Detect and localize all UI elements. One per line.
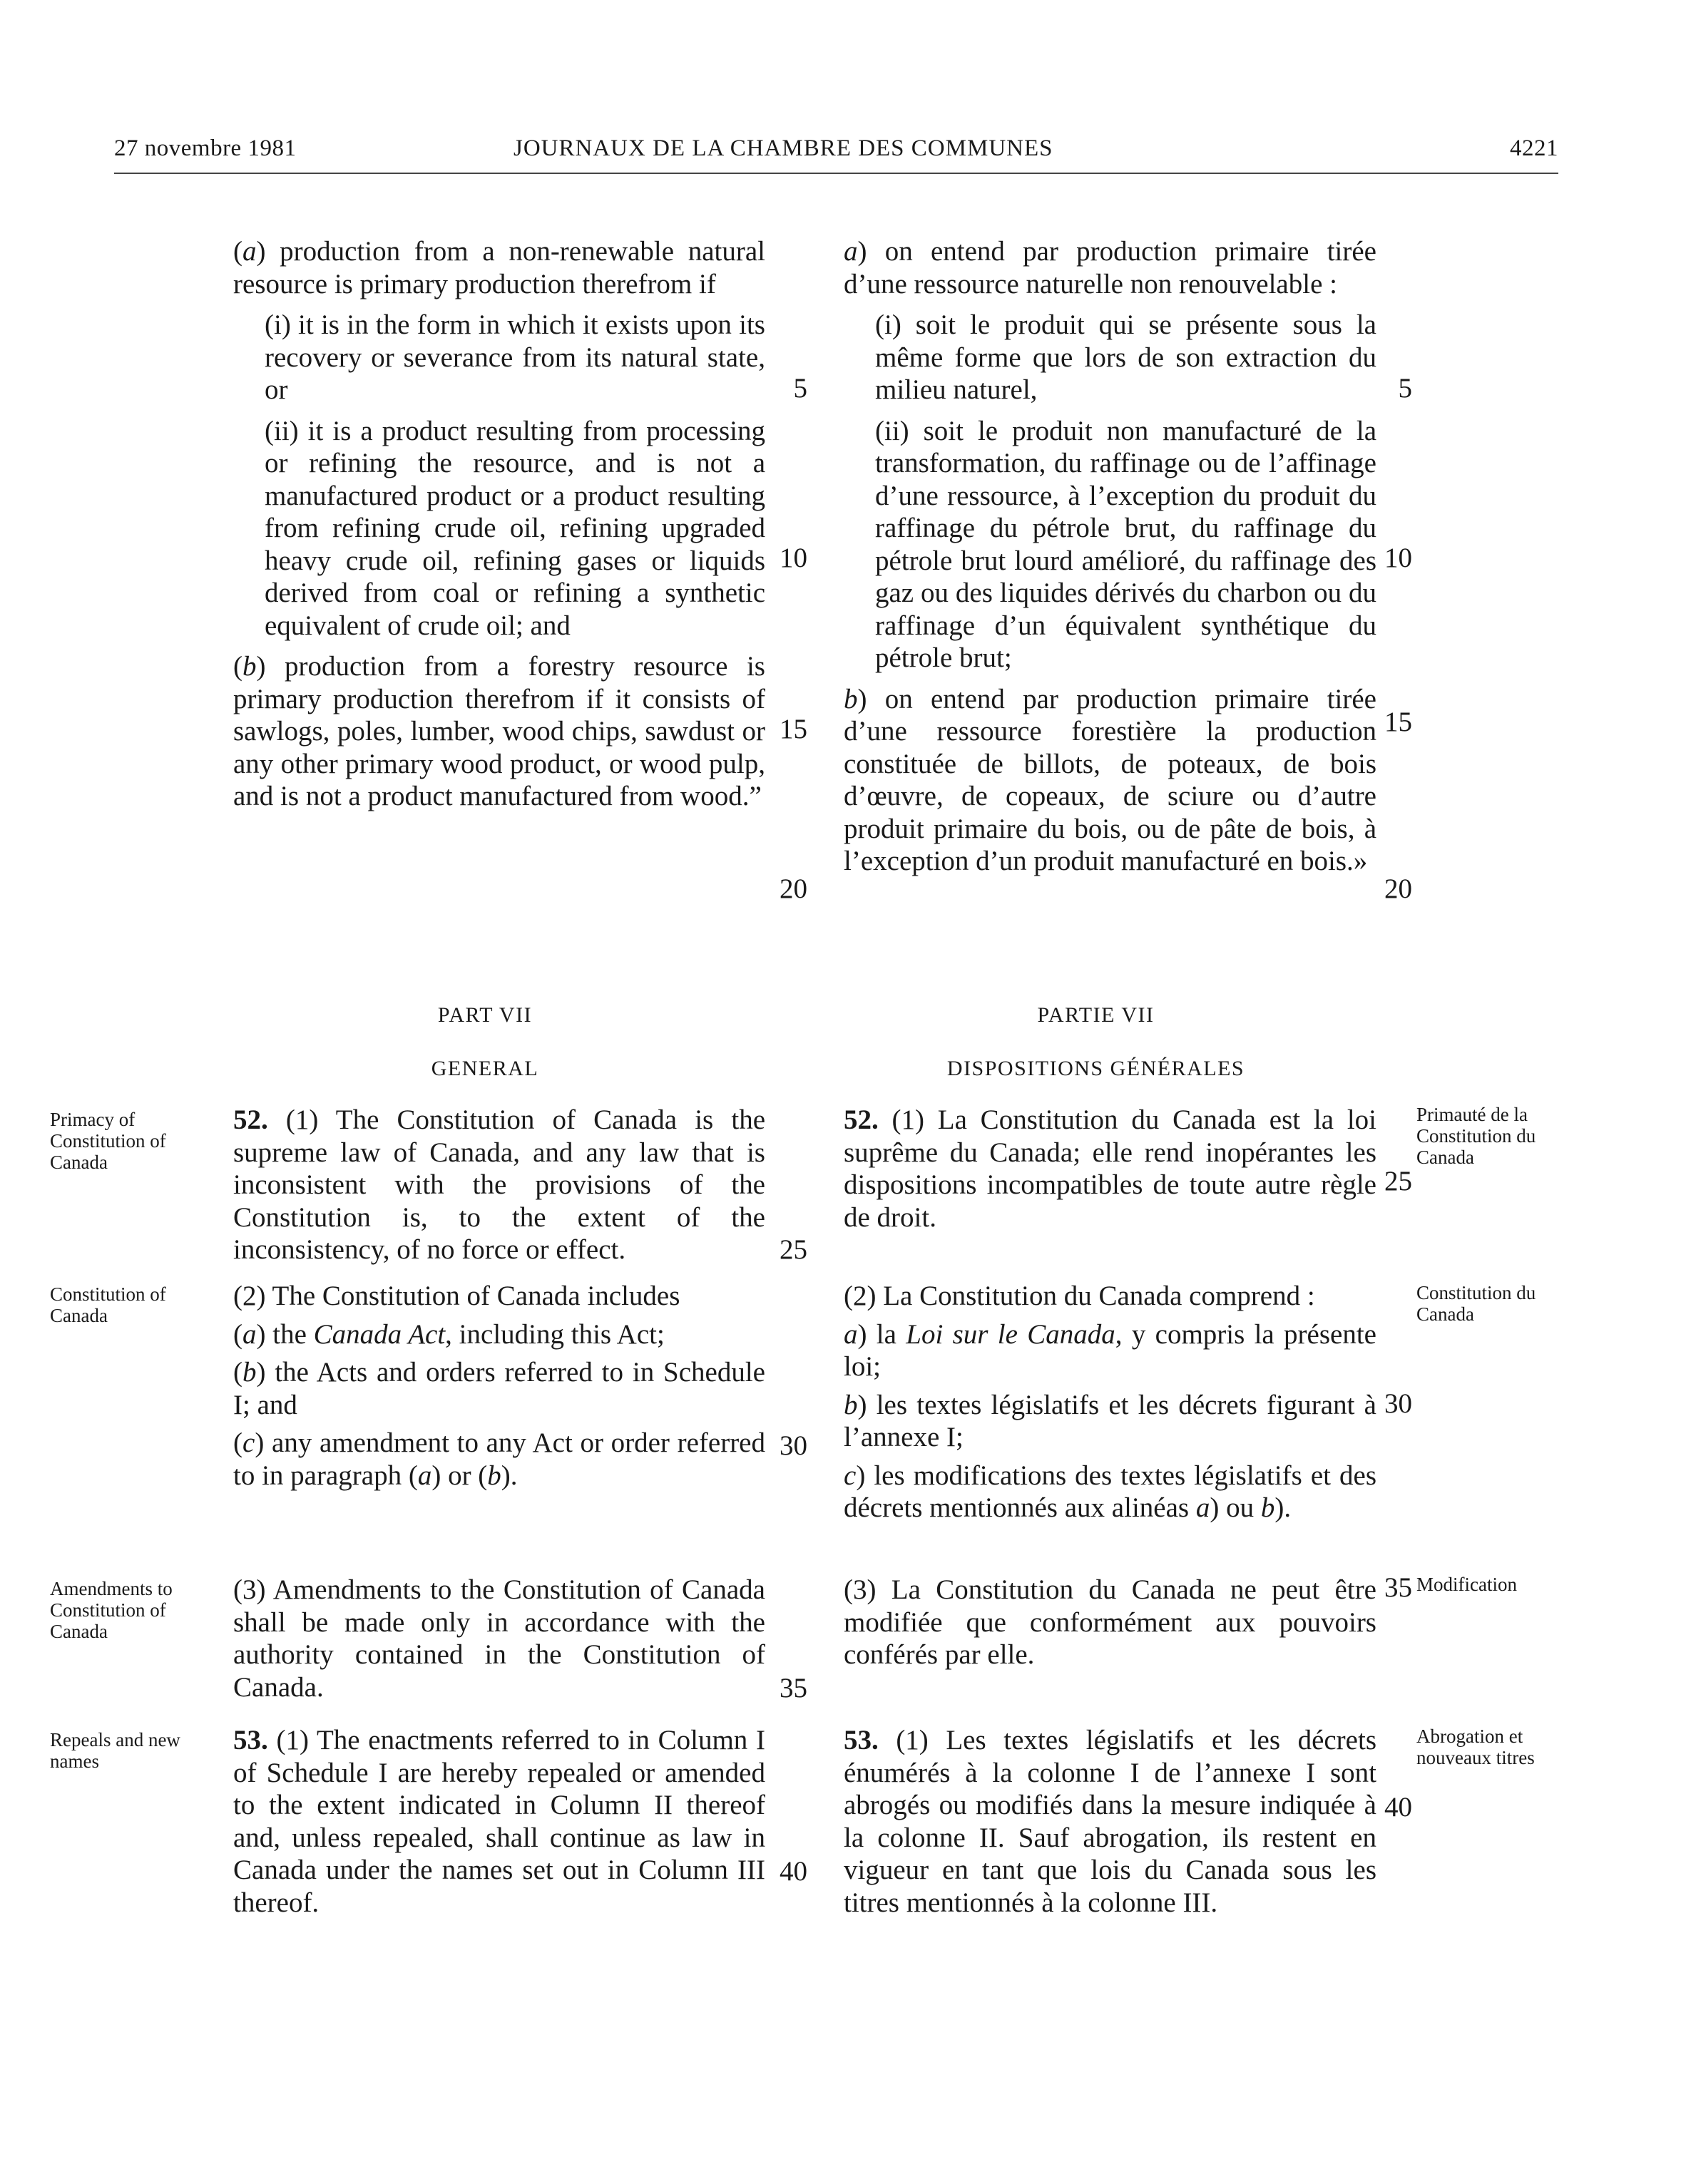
fr-subpara-ii: (ii) soit le produit non manufacturé de la transformation, du raffinage ou de l’affinage d’une ressource, à l’exception du produit du raffinage du pétrole brut, du raffinage du pétrole brut lourd amélioré, du raffinage des gaz ou des liquides dérivés du charbon ou du raffinage d’un équivalent synthétique du pétrole brut; xyxy=(875,415,1376,673)
en-subpara-ii: (ii) it is a product resulting from processing or refining the resource, and is not a manufactured product or a product resulting from refining crude oil, refining upgraded heavy crude oil, refining gases or liquids derived from coal or refining a synthetic equivalent of crude oil; and xyxy=(265,415,765,641)
french-column-upper xyxy=(815,235,1376,878)
line-number: 25 xyxy=(780,1234,807,1265)
en-subpara-i: (i) it is in the form in which it exists upon its recovery or severance from its natural state, or xyxy=(265,309,765,405)
line-number: 40 xyxy=(1384,1792,1412,1822)
fr-para-a: a) on entend par production primaire tirée d’une ressource naturelle non renouvelable : xyxy=(844,236,1376,299)
header-title: JOURNAUX DE LA CHAMBRE DES COMMUNES xyxy=(514,135,1053,161)
line-number: 30 xyxy=(780,1430,807,1461)
en-margin-note: Amendments to Constitution of Canada xyxy=(50,1578,173,1642)
line-number: 35 xyxy=(1384,1572,1412,1603)
english-column-upper xyxy=(205,235,765,813)
fr-section-52-3: (3) La Constitution du Canada ne peut être modifiée que conformément aux pouvoirs conférés par elle. xyxy=(844,1574,1376,1670)
fr-part-title: DISPOSITIONS GÉNÉRALES xyxy=(946,1057,1245,1080)
en-margin-note: Constitution of Canada xyxy=(50,1283,166,1326)
fr-margin-note: Modification xyxy=(1416,1574,1517,1595)
fr-subpara-i: (i) soit le produit qui se présente sous la même forme que lors de son extraction du milieu naturel, xyxy=(875,309,1376,405)
line-number: 10 xyxy=(1384,543,1412,573)
en-section-53: 53. (1) The enactments referred to in Column I of Schedule I are hereby repealed or amended to the extent indicated in Column II thereof and, unless repealed, shall continue as law in Canada under the names set out in Column III thereof. xyxy=(233,1725,765,1918)
en-section-52-2: (2) The Constitution of Canada includes (a) the Canada Act, including this Act; (b) the Acts and orders referred to in Schedule I; and (c) any amendment to any Act or order referred to in paragraph (a) or (b). xyxy=(233,1281,765,1491)
fr-margin-note: Abrogation et nouveaux titres xyxy=(1416,1726,1535,1768)
en-para-a: (a) production from a non-renewable natural resource is primary production therefrom if xyxy=(233,236,765,299)
fr-part-heading: PARTIE VII xyxy=(1037,1003,1155,1027)
en-part-title: GENERAL xyxy=(431,1057,539,1080)
line-number: 5 xyxy=(793,373,807,404)
fr-para-b: b) on entend par production primaire tirée d’une ressource forestière la production constituée de billots, de poteaux, de bois d’œuvre, de copeaux, de sciure ou d’autre produit primaire du bois, ou de pâte de bois, à l’exception d’un produit manufacturé en bois.» xyxy=(844,683,1376,876)
fr-margin-note: Primauté de la Constitution du Canada xyxy=(1416,1104,1536,1168)
line-number: 40 xyxy=(780,1856,807,1887)
en-section-52-3: (3) Amendments to the Constitution of Canada shall be made only in accordance with the authority contained in the Constitution of Canada. xyxy=(233,1574,765,1703)
fr-section-53: 53. (1) Les textes législatifs et les décrets énumérés à la colonne I de l’annexe I sont abrogés ou modifiés dans la mesure indiquée à la colonne II. Sauf abrogation, ils restent en vigueur en tant que lois du Canada sous les titres mentionnés à la colonne III. xyxy=(844,1725,1376,1918)
en-section-52-1: 52. (1) The Constitution of Canada is the supreme law of Canada, and any law that is inconsistent with the provisions of the Constitution is, to the extent of the inconsistency, of no force or effect. xyxy=(233,1104,765,1265)
en-para-b: (b) production from a forestry resource is primary production therefrom if it consists of sawlogs, poles, lumber, wood chips, sawdust or any other primary wood product, or wood pulp, and is not a product manufactured from wood.” xyxy=(233,651,765,811)
line-number: 25 xyxy=(1384,1166,1412,1196)
page-number: 4221 xyxy=(1510,135,1558,161)
line-number: 20 xyxy=(1384,873,1412,904)
line-number: 20 xyxy=(780,873,807,904)
line-number: 5 xyxy=(1398,373,1412,404)
line-number: 30 xyxy=(1384,1388,1412,1419)
fr-section-52-2: (2) La Constitution du Canada comprend : a) la Loi sur le Canada, y compris la présente loi; b) les textes législatifs et les décrets figurant à l’annexe I; c) les modifications des textes législatifs et des décrets mentionnés aux alinéas a) ou b). xyxy=(844,1281,1376,1523)
line-number: 35 xyxy=(780,1673,807,1703)
header-date: 27 novembre 1981 xyxy=(114,135,297,161)
en-margin-note: Repeals and new names xyxy=(50,1729,180,1772)
running-header xyxy=(114,135,1558,174)
line-number: 15 xyxy=(1384,707,1412,737)
fr-section-52-1: 52. (1) La Constitution du Canada est la loi suprême du Canada; elle rend inopérantes les dispositions incompatibles de toute autre règle de droit. xyxy=(844,1104,1376,1233)
line-number: 10 xyxy=(780,543,807,573)
en-margin-note: Primacy of Constitution of Canada xyxy=(50,1109,166,1173)
en-part-heading: PART VII xyxy=(437,1003,533,1027)
fr-margin-note: Constitution du Canada xyxy=(1416,1282,1536,1325)
line-number: 15 xyxy=(780,714,807,744)
